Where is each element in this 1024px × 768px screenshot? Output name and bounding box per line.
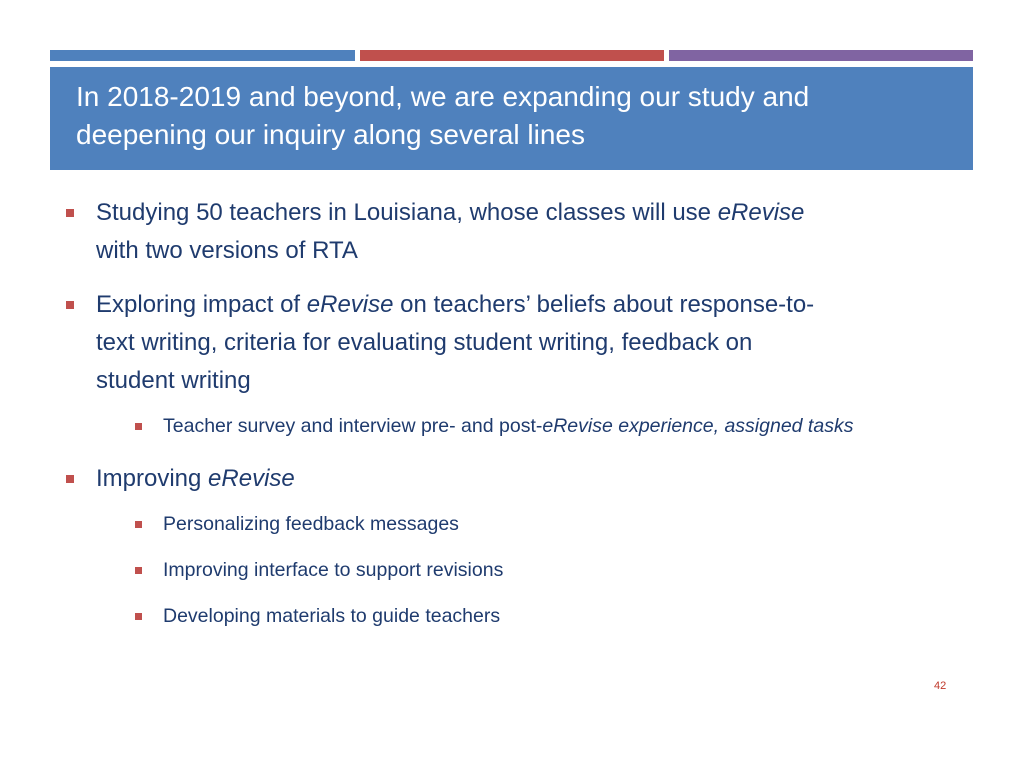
- bullet-1-line-1: Studying 50 teachers in Louisiana, whose classes will use eRevise: [96, 199, 805, 226]
- sub-bullet-item: Teacher survey and interview pre- and post-eRevise experience, assigned tasks: [62, 412, 962, 440]
- square-bullet-icon: [135, 423, 142, 430]
- slide-title: [50, 67, 973, 170]
- sub-bullet-item: Personalizing feedback messages: [62, 510, 962, 538]
- square-bullet-icon: [135, 567, 142, 574]
- square-bullet-icon: [135, 613, 142, 620]
- header-stripe-purple: [669, 50, 973, 61]
- title-line-1: In 2018-2019 and beyond, we are expanding our study and: [76, 81, 810, 112]
- bullet-2-line-2: text writing, criteria for evaluating student writing, feedback on: [96, 329, 753, 356]
- bullet-2-line-1: Exploring impact of eRevise on teachers’ beliefs about response-to-: [96, 291, 815, 318]
- page-number: 42: [934, 680, 947, 692]
- square-bullet-icon: [66, 209, 74, 217]
- header-stripe-blue: [50, 50, 355, 61]
- title-line-2: deepening our inquiry along several lines: [76, 119, 586, 150]
- bullet-1-line-2: with two versions of RTA: [96, 237, 358, 264]
- slide-content: [62, 194, 962, 630]
- bullet-2-line-3: student writing: [96, 367, 251, 394]
- sub-bullet-item: Developing materials to guide teachers: [62, 602, 962, 630]
- bullet-item-1: [62, 194, 962, 270]
- bullet-item-3: Improving eRevise: [62, 460, 962, 498]
- sub-bullet-item: Improving interface to support revisions: [62, 556, 962, 584]
- bullet-item-2: [62, 286, 962, 400]
- square-bullet-icon: [66, 301, 74, 309]
- square-bullet-icon: [66, 475, 74, 483]
- header-stripe-red: [360, 50, 664, 61]
- square-bullet-icon: [135, 521, 142, 528]
